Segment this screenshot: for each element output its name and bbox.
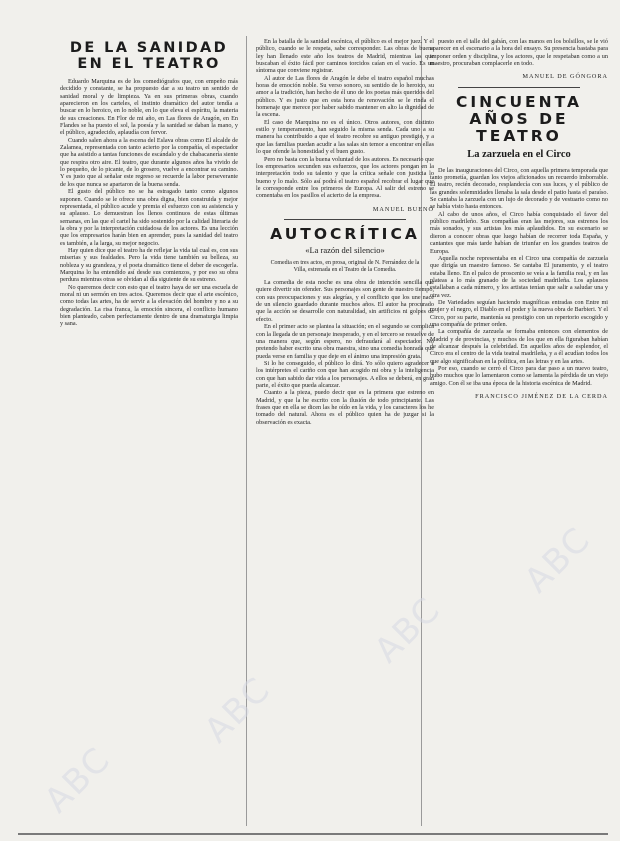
author-signature: FRANCISCO JIMÉNEZ DE LA CERDA	[475, 393, 608, 401]
article-paragraph: De las inauguraciones del Circo, con aquella primera temporada que tanto prometía, guardan los viejos aficionados un recuerdo imborrable. El teatro, recién decorado, resplandecía con sus luces, y el público de las grandes solemnidades llenaba la sala desde el patio hasta el paraíso. Se cantaba la zarzuela con un lujo de decorado y de vestuario como no se había visto hasta entonces.	[430, 166, 608, 211]
article-paragraph: Al autor de Las flores de Aragón le debe el teatro español muchas horas de emoción noble. Su verso sonoro, su sentido de lo heroico, su amor a la tradición, han hecho de él uno de los poetas más queridos del público. Y es justo que en esta hora de renovación se le rinda el homenaje que merece por haber sabido mantener en alto la dignidad de la escena.	[256, 74, 434, 119]
article-paragraph: Cuanto a la pieza, puedo decir que es la primera que estreno en Madrid, y que la he escrito con la ilusión de todo principiante. Las frases que en ella se dicen las he oído en la vida, y los caracteres los he tomado del natural. Ahora es el público quien ha de juzgar si la observación es exacta.	[256, 389, 434, 426]
watermark: ABC	[36, 739, 119, 821]
article-paragraph: El caso de Marquina no es el único. Otros autores, con distinto estilo y temperamento, han seguido la misma senda. Cada uno a su manera ha contribuido a que el teatro recobre su antiguo prestigio, y a que las familias puedan acudir a las salas sin temor a encontrar en ellas lo que ofende la honestidad y el buen gusto.	[256, 118, 434, 156]
article-paragraph: La comedia de esta noche es una obra de intención sencilla que quiere divertir sin ofender. Sus personajes son gente de nuestro tiempo, con sus preocupaciones y sus alegrías, y el conflicto que los une nace de un silencio guardado durante muchos años. El autor ha procurado que la acción se desarrolle con naturalidad, sin artificios ni golpes de efecto.	[256, 279, 434, 323]
article-subtitle: «La razón del silencio»	[305, 244, 385, 255]
article-paragraph: Aquella noche representaba en el Circo una compañía de zarzuela que dirigía un maestro famoso. Se cantaba El juramento, y el teatro estaba lleno. En el palco de proscenio se veía a la familia real, y en las plateas a lo más granado de la sociedad madrileña. Los aplausos estallaban a cada número, y los artistas tenían que salir a saludar una y otra vez.	[430, 254, 608, 299]
article-paragraph: En la batalla de la sanidad escénica, el público es el mejor juez. Y el público, cuando se le respeta, sabe corresponder. Las obras de buena ley han llenado este año los teatros de Madrid, mientras las que buscaban el éxito fácil por caminos torcidos caían en el vacío. Es un síntoma que conviene registrar.	[256, 38, 434, 75]
section-divider	[284, 219, 406, 220]
article-deck: Comedia en tres actos, en prosa, original de N. Fernández de la Villa, estrenada en el Teatro de la Comedia.	[270, 259, 420, 273]
article-paragraph: De Variedades seguían haciendo magníficas entradas con Entre mi mujer y el negro, el Diablo en el poder y la nueva obra de Barbieri. Y el Circo, por su parte, mantenía su prestigio con un repertorio escogido y una compañía de primer orden.	[430, 298, 608, 328]
article-title-cincuenta: CINCUENTA AÑOS DE TEATRO	[455, 92, 582, 145]
article-paragraph: La compañía de zarzuela se formaba entonces con elementos de Madrid y de provincias, y muchos de los que en ella figuraban habían de alcanzar después la celebridad. En aquellos años de esplendor, el Circo era el centro de la vida teatral madrileña, y a él acudían todos los que algo significaban en la política, en las letras y en las artes.	[430, 328, 608, 365]
section-divider	[458, 87, 580, 88]
article-paragraph: Si lo he conseguido, el público lo dirá. Yo sólo quiero agradecer a los intérpretes el cariño con que han acogido mi obra y la inteligencia con que han sabido dar vida a los personajes. A ellos se deberá, en gran parte, el éxito que pueda alcanzar.	[256, 359, 434, 389]
article-title-sanidad: DE LA SANIDAD EN EL TEATRO	[69, 40, 229, 72]
column-rule	[246, 36, 247, 826]
article-paragraph: puesto en el talle del gabán, con las manos en los bolsillos, se le vió aparecer en el escenario a la hora del ensayo. Su presencia bastaba para imponer orden y disciplina, y los actores, que le respetaban como a un maestro, procuraban complacerle en todo.	[430, 38, 608, 68]
article-paragraph: Por eso, cuando se cerró el Circo para dar paso a un nuevo teatro, hubo muchos que lo lamentaron como se lamenta la pérdida de un viejo amigo. Con él se iba una época de la historia escénica de Madrid.	[430, 365, 608, 387]
author-signature: MANUEL DE GÓNGORA	[522, 73, 608, 81]
article-paragraph: Al cabo de unos años, el Circo había conquistado el favor del público madrileño. Sus compañías eran las mejores, sus estrenos los más sonados, y sus artistas los más aplaudidos. En su escenario se dieron a conocer obras que luego habían de recorrer toda España, y cantantes que más tarde habían de triunfar en los grandes teatros de Europa.	[430, 210, 608, 255]
article-subtitle: La zarzuela en el Circo	[467, 148, 571, 160]
article-paragraph: El gusto del público no se ha estragado tanto como algunos suponen. Cuando se le ofrece una obra digna, bien construida y mejor representada, el público acude y premia el esfuerzo con su asistencia y su aplauso. Lo demuestran los llenos continuos de estas últimas semanas, en las que el cartel ha sido sostenido por la calidad literaria de la obra y por la interpretación cuidadosa de los actores. Es una lección que los empresarios harán bien en aprender, pues la sanidad del teatro es también, a la larga, su mejor negocio.	[60, 188, 238, 247]
article-paragraph: Eduardo Marquina es de los comediógrafos que, con empeño más decidido y constante, se ha propuesto dar a su teatro un sentido de sanidad moral y de limpieza. Ya en sus primeras obras, cuando aparecieron en los carteles, el instinto dramático del autor tendía a buscar en lo heroico, en lo noble, en lo que eleva el espíritu, la materia de sus creaciones. En Flor de mi año, en Las flores de Aragón, en En Flandes se ha puesto el sol, la poesía y la sanidad se daban la mano, y el público, agradecido, aplaudía con fervor.	[60, 78, 238, 137]
page-bottom-rule	[18, 833, 608, 835]
author-signature: MANUEL BUENO	[372, 205, 434, 213]
watermark: ABC	[196, 669, 279, 751]
watermark: ABC	[366, 589, 449, 671]
article-paragraph: No queremos decir con esto que el teatro haya de ser una escuela de moral ni un sermón en tres actos. Queremos decir que el arte escénico, como todas las artes, ha de servir a la elevación del hombre y no a su degradación. La risa franca, la emoción sincera, el conflicto humano bien planteado, caben perfectamente dentro de una dramaturgia limpia y sana.	[60, 283, 238, 328]
article-paragraph: Pero no basta con la buena voluntad de los autores. Es necesario que los empresarios secunden sus esfuerzos, que los actores pongan en la interpretación todo su talento y que la crítica señale con justicia lo bueno y lo malo. Sólo así podrá el teatro español recobrar el lugar que le corresponde entre los primeros de Europa. Al salir del estreno se comentaba en los pasillos el acierto de la empresa.	[256, 155, 434, 200]
column-right	[430, 38, 608, 820]
article-title-autocritica: AUTOCRÍTICA	[270, 224, 420, 243]
watermark: ABC	[516, 519, 599, 601]
column-middle	[256, 38, 434, 820]
article-paragraph: Hay quien dice que el teatro ha de reflejar la vida tal cual es, con sus miserias y sus fealdades. Pero la vida tiene también su belleza, su nobleza y su grandeza, y el poeta dramático tiene el deber de escogerla. Marquina lo ha entendido así desde sus comienzos, y por eso su obra perdura mientras otras se olvidan al día siguiente de su estreno.	[60, 246, 238, 284]
column-left	[60, 40, 238, 820]
article-paragraph: En el primer acto se plantea la situación; en el segundo se complica con la llegada de un personaje inesperado, y en el tercero se resuelve de una manera que, según espero, no defraudará al espectador. No pretendo haber escrito una obra maestra, sino una comedia honrada que pueda verse en familia y que deje en el ánimo una impresión grata.	[256, 323, 434, 360]
article-paragraph: Cuando salen ahora a la escena del Eslava obras como El alcalde de Zalamea, representada con tanto acierto por la compañía, el espectador que ha asistido a tantas funciones de escándalo y de chabacanería siente que respira otro aire. El teatro, que durante algunos años ha vivido de lo pequeño, de lo picante, de lo grosero, vuelve a encontrar su camino. Y es justo que al señalar este regreso se recuerde la labor perseverante de los que nunca se apartaron de la buena senda.	[60, 136, 238, 188]
